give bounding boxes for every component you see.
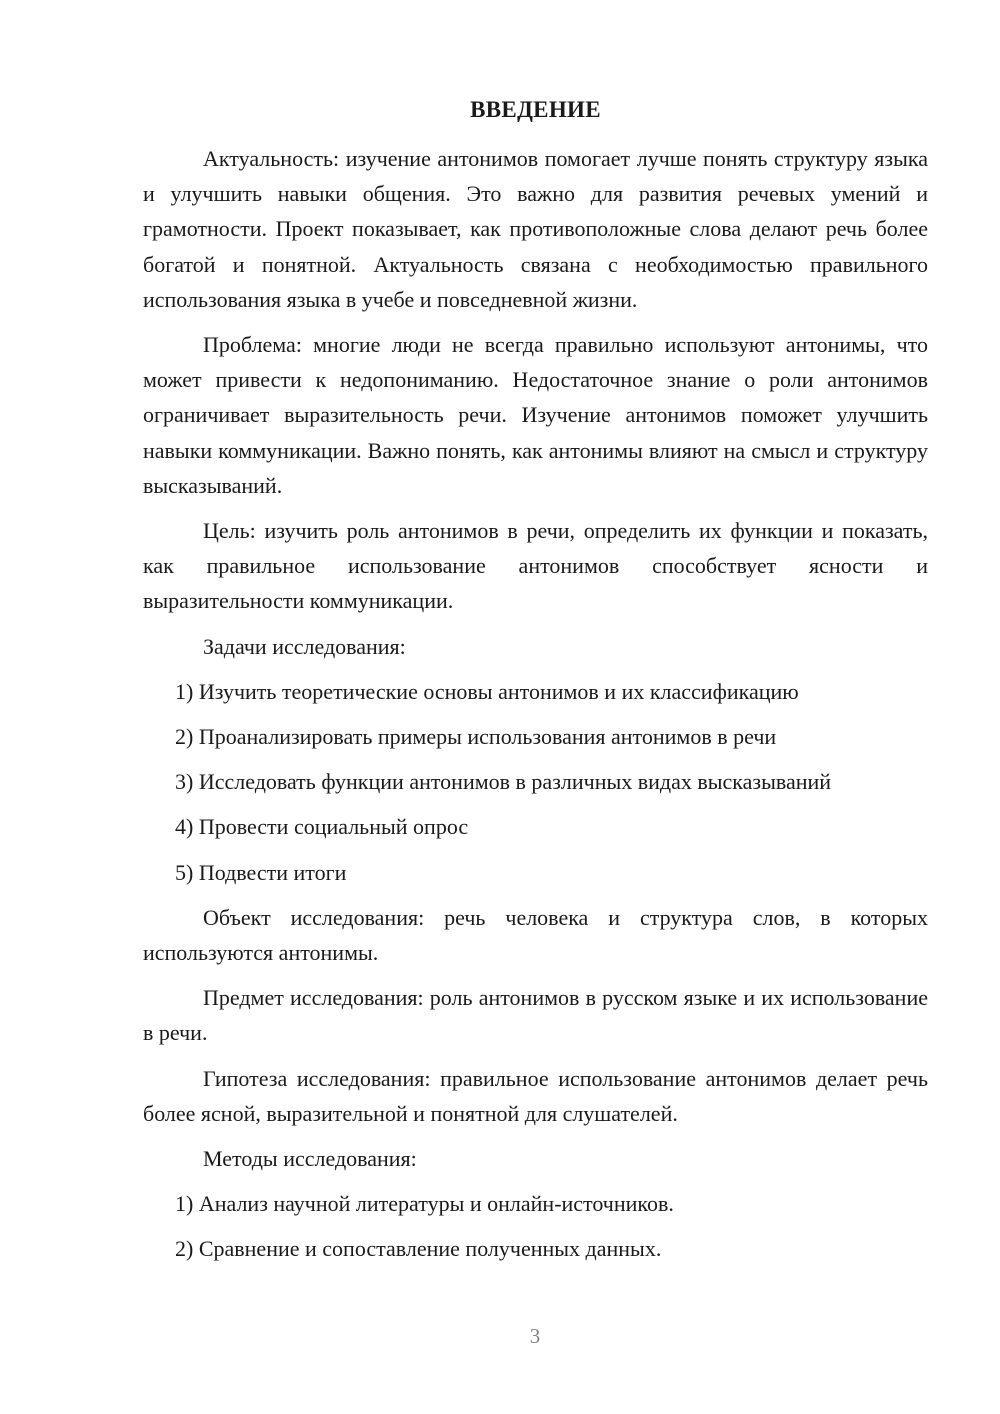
section-title: ВВЕДЕНИЕ xyxy=(470,97,601,122)
object-paragraph: Объект исследования: речь человека и структура слов, в которых используются антонимы. xyxy=(143,904,928,966)
methods-heading: Методы исследования: xyxy=(203,1146,417,1172)
method-item: 1) Анализ научной литературы и онлайн-источников. xyxy=(175,1191,674,1217)
task-item: 2) Проанализировать примеры использования антонимов в речи xyxy=(175,724,777,750)
task-item: 1) Изучить теоретические основы антонимов и их классификацию xyxy=(175,678,799,704)
page-number: 3 xyxy=(529,1324,541,1348)
task-item: 5) Подвести итоги xyxy=(175,859,347,885)
method-item: 2) Сравнение и сопоставление полученных данных. xyxy=(175,1236,662,1262)
task-item: 3) Исследовать функции антонимов в различных видах высказываний xyxy=(175,769,832,795)
tasks-heading: Задачи исследования: xyxy=(203,633,406,659)
task-item: 4) Провести социальный опрос xyxy=(175,814,469,840)
methods-list xyxy=(143,1186,928,1266)
document-page xyxy=(143,92,928,1277)
hypothesis-paragraph: Гипотеза исследования: правильное использование антонимов делает речь более ясной, выразительной и понятной для слушателей. xyxy=(143,1065,928,1126)
subject-paragraph: Предмет исследования: роль антонимов в русском языке и их использование в речи. xyxy=(143,985,928,1046)
goal-paragraph: Цель: изучить роль антонимов в речи, определить их функции и показать, как правильное использование антонимов способствует ясности и выразительности коммуникации. xyxy=(143,518,928,614)
tasks-list xyxy=(143,674,928,890)
relevance-paragraph: Актуальность: изучение антонимов помогает лучше понять структуру языка и улучшить навыки общения. Это важно для развития речевых умений и грамотности. Проект показывает, как противоположные слова делают речь более богатой и понятной. Актуальность связана с необходимостью правильного использования языка в учебе и повседневной жизни. xyxy=(143,146,928,312)
problem-paragraph: Проблема: многие люди не всегда правильно используют антонимы, что может привести к недопониманию. Недостаточное знание о роли антонимов ограничивает выразительность речи. Изучение антонимов поможет улучшить навыки коммуникации. Важно понять, как антонимы влияют на смысл и структуру высказываний. xyxy=(143,332,928,498)
